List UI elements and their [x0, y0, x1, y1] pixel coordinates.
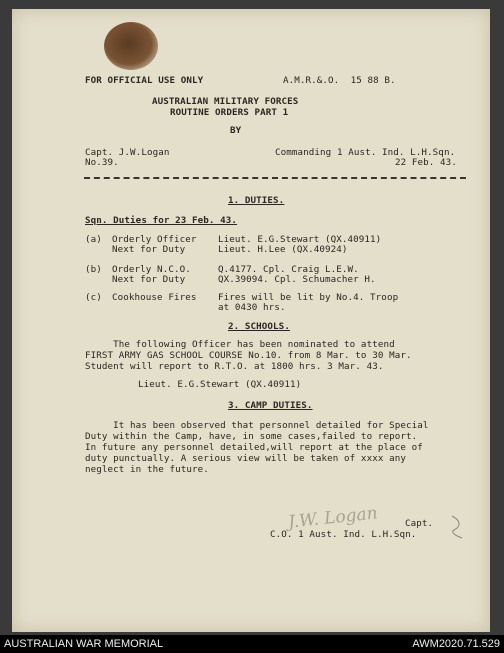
footer-institution: AUSTRALIAN WAR MEMORIAL	[4, 638, 164, 650]
duty-role: Next for Duty	[112, 244, 186, 255]
duty-role: Orderly N.C.O.	[112, 264, 191, 275]
duty-assignee: Lieut. H.Lee (QX.40924)	[218, 244, 348, 255]
duty-role: Cookhouse Fires	[112, 292, 197, 303]
camp-text-line: In future any personnel detailed,will report at the place of	[85, 442, 423, 453]
schools-heading: 2. SCHOOLS.	[228, 321, 290, 332]
by-label: BY	[230, 125, 242, 136]
archive-footer	[0, 635, 504, 653]
footer-accession-number: AWM2020.71.529	[412, 638, 500, 650]
duty-role: Next for Duty	[112, 274, 186, 285]
duty-assignee: Fires will be lit by No.4. Troop	[218, 292, 399, 303]
duty-role: Orderly Officer	[112, 234, 197, 245]
reference-number: A.M.R.&.O. 15 88 B.	[283, 75, 396, 86]
duties-heading: 1. DUTIES.	[228, 195, 285, 206]
schools-text-line: FIRST ARMY GAS SCHOOL COURSE No.10. from 8 Mar. to 30 Mar.	[85, 350, 412, 361]
duty-assignee: Q.4177. Cpl. Craig L.E.W.	[218, 264, 359, 275]
divider-line	[84, 177, 466, 179]
duty-letter: (b)	[85, 264, 102, 275]
schools-text-line: Student will report to R.T.O. at 1800 hrs. 3 Mar. 43.	[85, 361, 384, 372]
order-number: No.39.	[85, 157, 119, 168]
forces-heading: AUSTRALIAN MILITARY FORCES	[152, 96, 299, 107]
camp-text-line: duty punctually. A serious view will be taken of xxxx any	[85, 453, 406, 464]
duty-letter: (c)	[85, 292, 102, 303]
orders-heading: ROUTINE ORDERS PART 1	[170, 107, 289, 118]
officer-name: Capt. J.W.Logan	[85, 147, 170, 158]
duty-assignee: QX.39094. Cpl. Schumacher H.	[218, 274, 376, 285]
official-use-label: FOR OFFICIAL USE ONLY	[85, 75, 204, 86]
camp-text-line: It has been observed that personnel detailed for Special	[85, 420, 429, 431]
camp-text-line: neglect in the future.	[85, 464, 209, 475]
duty-letter: (a)	[85, 234, 102, 245]
command-line: Commanding 1 Aust. Ind. L.H.Sqn.	[275, 147, 456, 158]
signature-rank: Capt.	[405, 518, 434, 529]
ink-stain	[104, 22, 158, 70]
pencil-mark	[448, 514, 466, 540]
duties-subheading: Sqn. Duties for 23 Feb. 43.	[85, 215, 238, 226]
order-date: 22 Feb. 43.	[395, 157, 457, 168]
schools-text-line: The following Officer has been nominated to attend	[85, 339, 395, 350]
student-name: Lieut. E.G.Stewart (QX.40911)	[138, 379, 302, 390]
handwritten-signature: J.W. Logan	[287, 503, 379, 533]
camp-duties-heading: 3. CAMP DUTIES.	[228, 400, 313, 411]
camp-text-line: Duty within the Camp, have, in some cases,failed to report.	[85, 431, 418, 442]
duty-assignee: at 0430 hrs.	[218, 302, 286, 313]
duty-assignee: Lieut. E.G.Stewart (QX.40911)	[218, 234, 382, 245]
signature-title: C.O. 1 Aust. Ind. L.H.Sqn.	[270, 529, 417, 540]
